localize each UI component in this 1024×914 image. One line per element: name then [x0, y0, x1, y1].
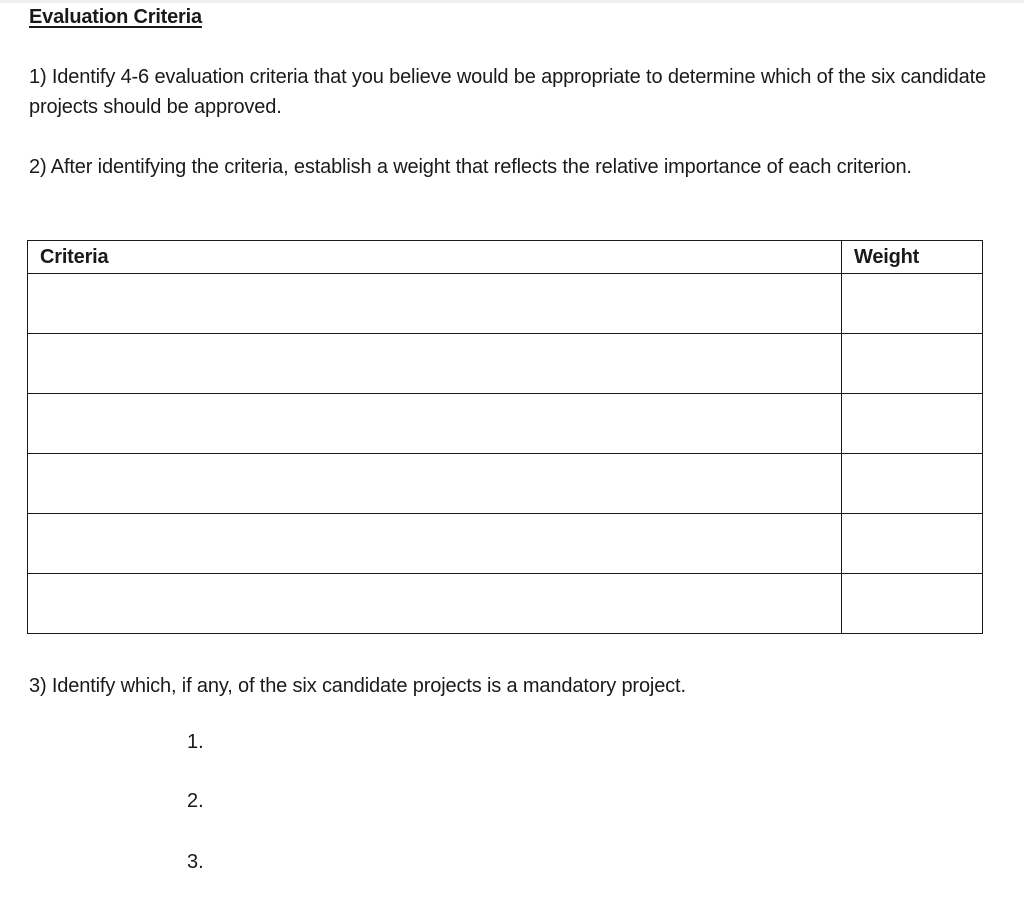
instruction-3: 3) Identify which, if any, of the six candidate projects is a mandatory project.: [29, 675, 686, 697]
criteria-cell[interactable]: [28, 274, 842, 334]
table-row: [28, 394, 983, 454]
weight-cell[interactable]: [842, 274, 983, 334]
page-top-edge: [0, 0, 1024, 3]
criteria-cell[interactable]: [28, 574, 842, 634]
criteria-cell[interactable]: [28, 334, 842, 394]
weight-cell[interactable]: [842, 454, 983, 514]
weight-cell[interactable]: [842, 394, 983, 454]
criteria-column-header: Criteria: [28, 241, 842, 274]
weight-cell[interactable]: [842, 574, 983, 634]
list-item-3: 3.: [187, 851, 204, 873]
table-row: [28, 574, 983, 634]
document-title: Evaluation Criteria: [29, 6, 202, 28]
weight-column-header: Weight: [842, 241, 983, 274]
weight-cell[interactable]: [842, 514, 983, 574]
instruction-2: 2) After identifying the criteria, establish a weight that reflects the relative importance of each criterion.: [29, 156, 912, 178]
table-row: [28, 334, 983, 394]
table-header-row: [28, 241, 983, 274]
list-item-1: 1.: [187, 731, 204, 753]
table-row: [28, 274, 983, 334]
table-row: [28, 514, 983, 574]
criteria-cell[interactable]: [28, 394, 842, 454]
criteria-cell[interactable]: [28, 514, 842, 574]
table-row: [28, 454, 983, 514]
criteria-table: [27, 240, 983, 634]
weight-cell[interactable]: [842, 334, 983, 394]
instruction-1: 1) Identify 4-6 evaluation criteria that you believe would be appropriate to determine which of the six candidate projects should be approved.: [29, 66, 986, 118]
criteria-cell[interactable]: [28, 454, 842, 514]
list-item-2: 2.: [187, 790, 204, 812]
